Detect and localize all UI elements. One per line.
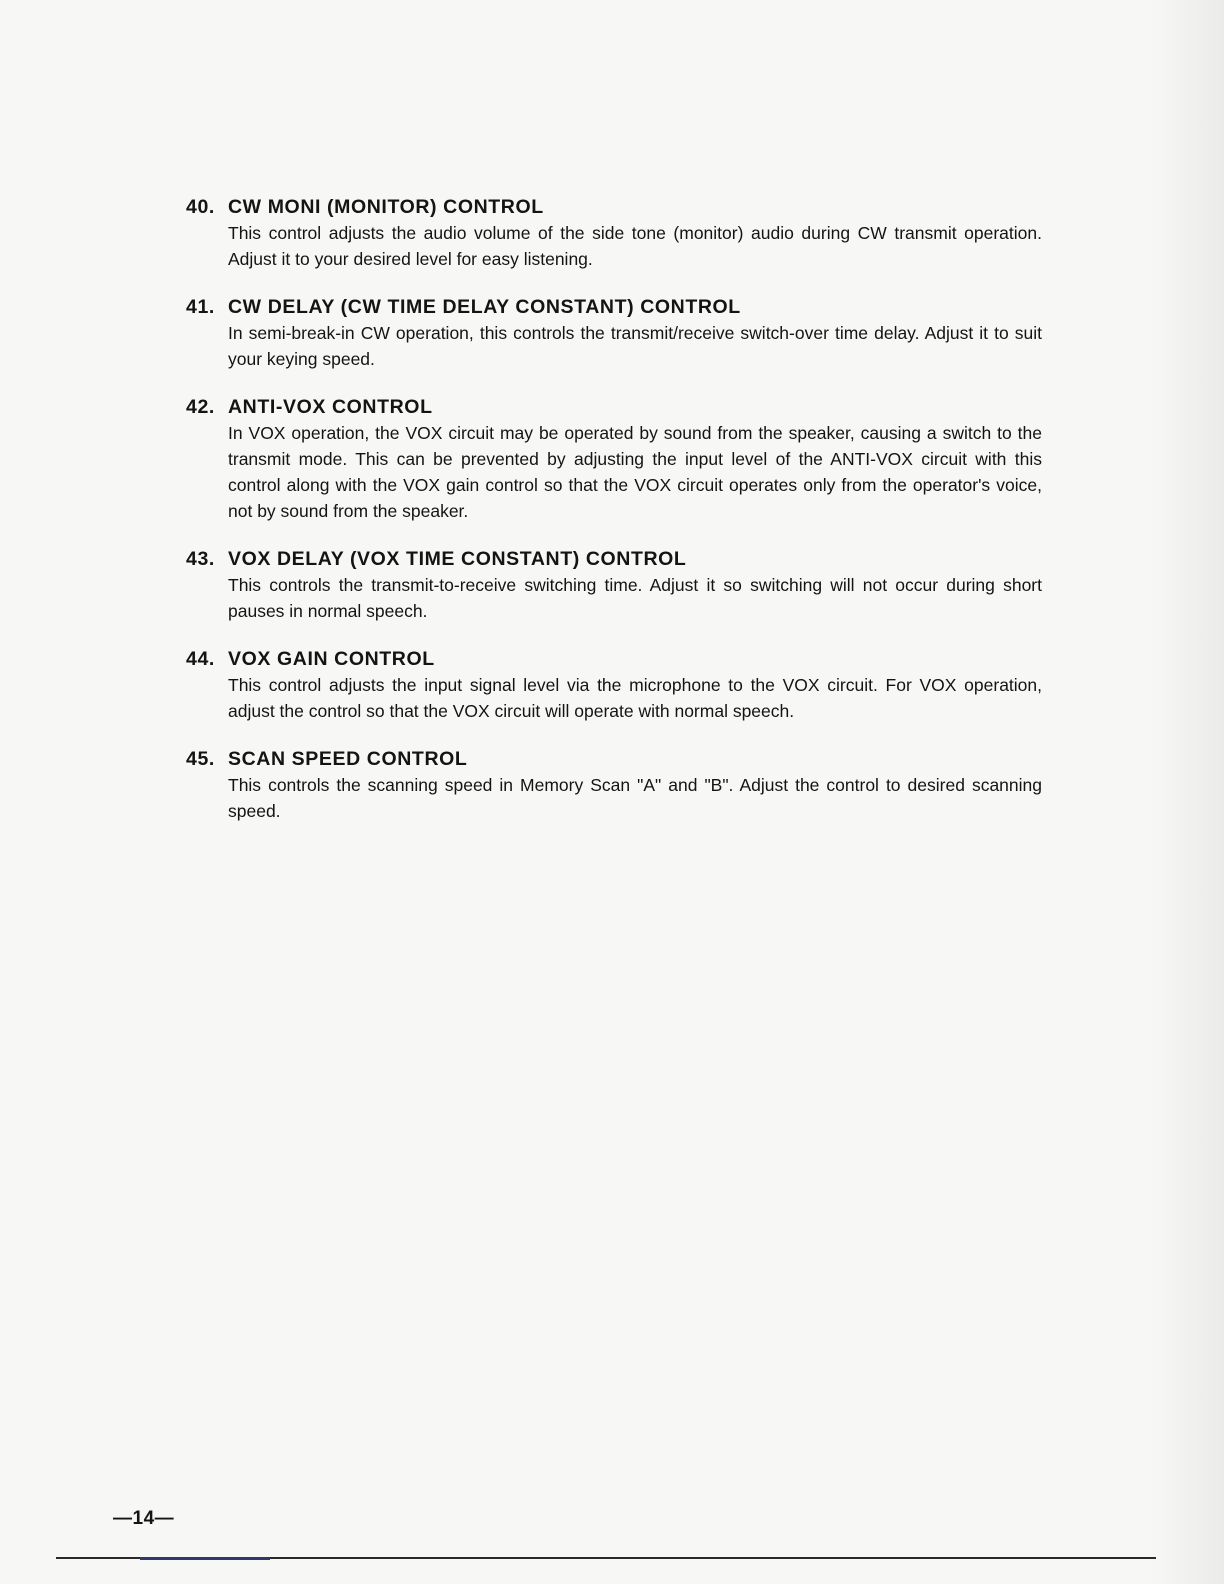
section-title: CW DELAY (CW TIME DELAY CONSTANT) CONTROL: [228, 296, 741, 318]
section-40: [186, 194, 1042, 272]
control-descriptions: [186, 194, 1042, 846]
section-heading: [186, 294, 1042, 320]
section-heading: [186, 546, 1042, 572]
section-45: [186, 746, 1042, 824]
section-number: 43.: [186, 548, 215, 570]
section-number: 44.: [186, 648, 215, 670]
section-44: [186, 646, 1042, 724]
section-heading: [186, 746, 1042, 772]
section-heading: [186, 394, 1042, 420]
section-heading: [186, 194, 1042, 220]
bottom-rule-accent: [140, 1557, 270, 1560]
section-text: This controls the transmit-to-receive switching time. Adjust it so switching will not occur during short pauses in normal speech.: [228, 575, 1042, 621]
section-number: 45.: [186, 748, 215, 770]
section-42: [186, 394, 1042, 524]
section-number: 41.: [186, 296, 215, 318]
section-title: SCAN SPEED CONTROL: [228, 748, 468, 770]
section-text: This control adjusts the audio volume of the side tone (monitor) audio during CW transmit operation. Adjust it to your desired level for easy listening.: [228, 223, 1042, 269]
section-title: VOX DELAY (VOX TIME CONSTANT) CONTROL: [228, 548, 687, 570]
section-heading: [186, 646, 1042, 672]
section-text: In semi-break-in CW operation, this controls the transmit/receive switch-over time delay. Adjust it to suit your keying speed.: [228, 323, 1042, 369]
page-number: —14—: [113, 1508, 175, 1529]
section-41: [186, 294, 1042, 372]
section-title: VOX GAIN CONTROL: [228, 648, 435, 670]
section-43: [186, 546, 1042, 624]
section-text: In VOX operation, the VOX circuit may be operated by sound from the speaker, causing a switch to the transmit mode. This can be prevented by adjusting the input level of the ANTI-VOX circuit with this control along with the VOX gain control so that the VOX circuit operates only from the operator's voice, not by sound from the speaker.: [228, 423, 1042, 521]
section-title: CW MONI (MONITOR) CONTROL: [228, 196, 544, 218]
section-number: 42.: [186, 396, 215, 418]
section-text: This controls the scanning speed in Memory Scan "A" and "B". Adjust the control to desired scanning speed.: [228, 775, 1042, 821]
section-number: 40.: [186, 196, 215, 218]
section-text: This control adjusts the input signal level via the microphone to the VOX circuit. For VOX operation, adjust the control so that the VOX circuit will operate with normal speech.: [228, 675, 1042, 721]
section-title: ANTI-VOX CONTROL: [228, 396, 433, 418]
scan-edge-shadow: [1150, 0, 1224, 1584]
